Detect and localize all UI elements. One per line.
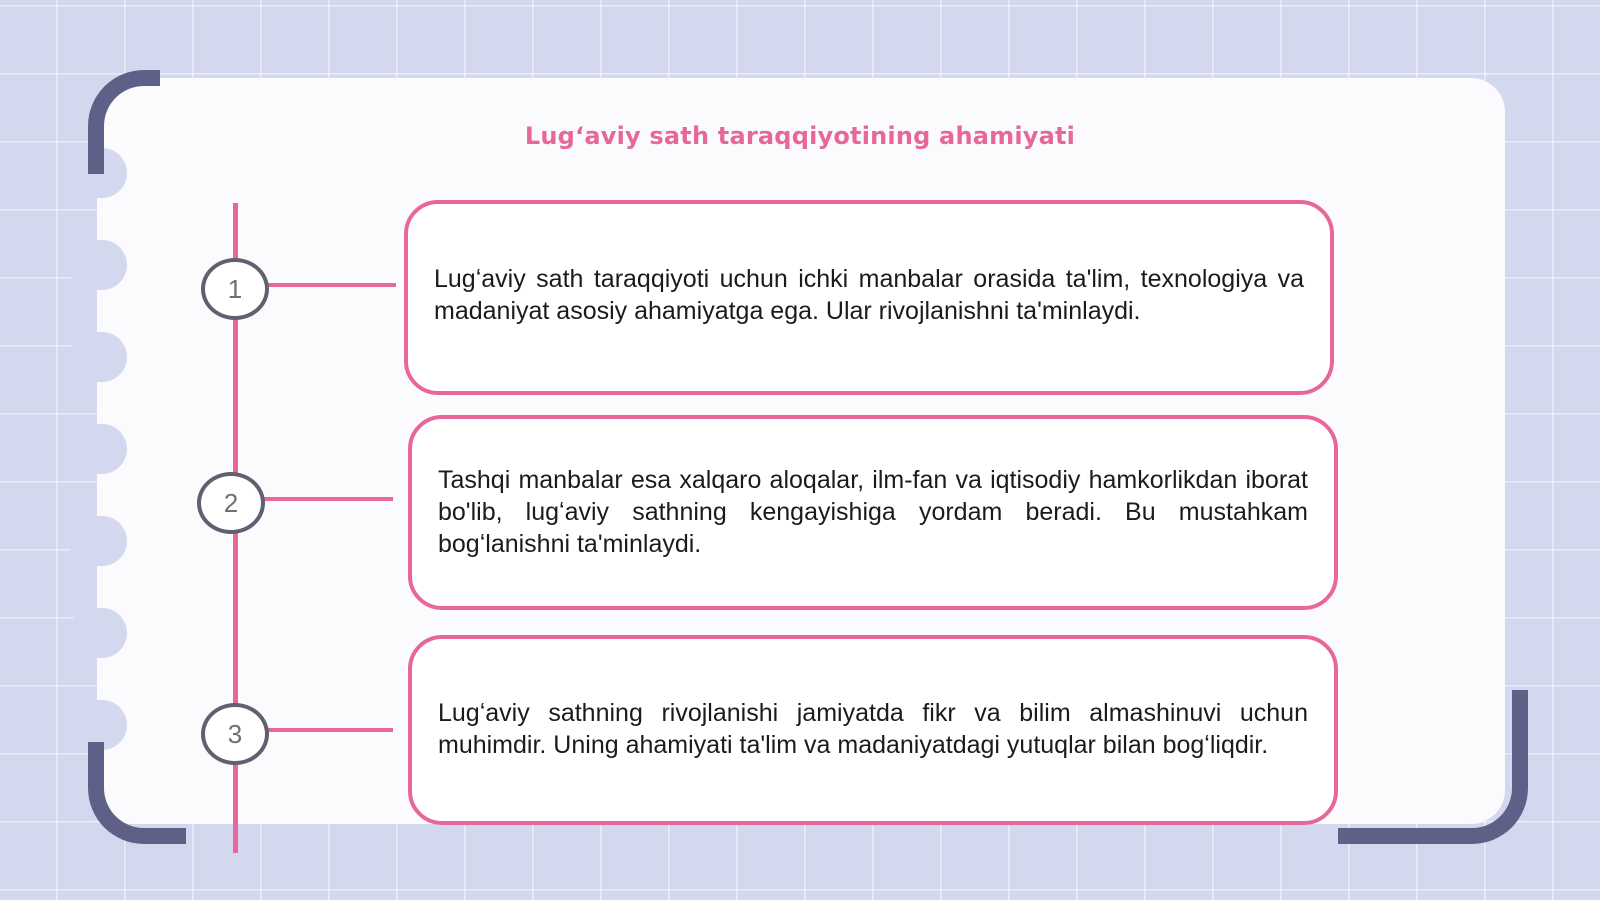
step-text: Lugʻaviy sath taraqqiyoti uchun ichki manbalar orasida ta'lim, texnologiya va madaniyat asosiy ahamiyatga ega. Ular rivojlanishni ta'minlaydi. <box>434 264 1304 325</box>
slide-title: Lugʻaviy sath taraqqiyotining ahamiyati <box>524 122 1076 150</box>
frame-corner-top-left <box>88 70 160 174</box>
step-connector <box>266 728 393 732</box>
step-box <box>408 415 1338 610</box>
step-number: 2 <box>223 487 239 518</box>
step-connector <box>263 497 393 501</box>
step-number-circle <box>197 472 265 534</box>
binder-hole <box>69 240 127 290</box>
step-connector <box>266 283 396 287</box>
binder-hole <box>69 332 127 382</box>
step-text: Lugʻaviy sathning rivojlanishi jamiyatda fikr va bilim almashinuvi uchun muhimdir. Uning ahamiyati ta'lim va madaniyatdagi yutuqlar bilan bogʻliqdir. <box>438 699 1308 759</box>
frame-corner-bottom-left <box>88 742 186 844</box>
step-box <box>404 200 1334 395</box>
step-number: 3 <box>227 718 243 749</box>
step-text: Tashqi manbalar esa xalqaro aloqalar, ilm-fan va iqtisodiy hamkorlikdan iborat bo'lib, lugʻaviy sathning kengayishiga yordam beradi. Bu mustahkam bogʻlanishni ta'minlaydi. <box>438 465 1308 558</box>
frame-corner-bottom-right <box>1338 690 1528 844</box>
binder-hole <box>69 516 127 566</box>
step-number-circle <box>201 258 269 320</box>
binder-hole <box>69 424 127 474</box>
binder-hole <box>69 608 127 658</box>
step-number: 1 <box>227 273 243 304</box>
step-number-circle <box>201 703 269 765</box>
step-box <box>408 635 1338 825</box>
